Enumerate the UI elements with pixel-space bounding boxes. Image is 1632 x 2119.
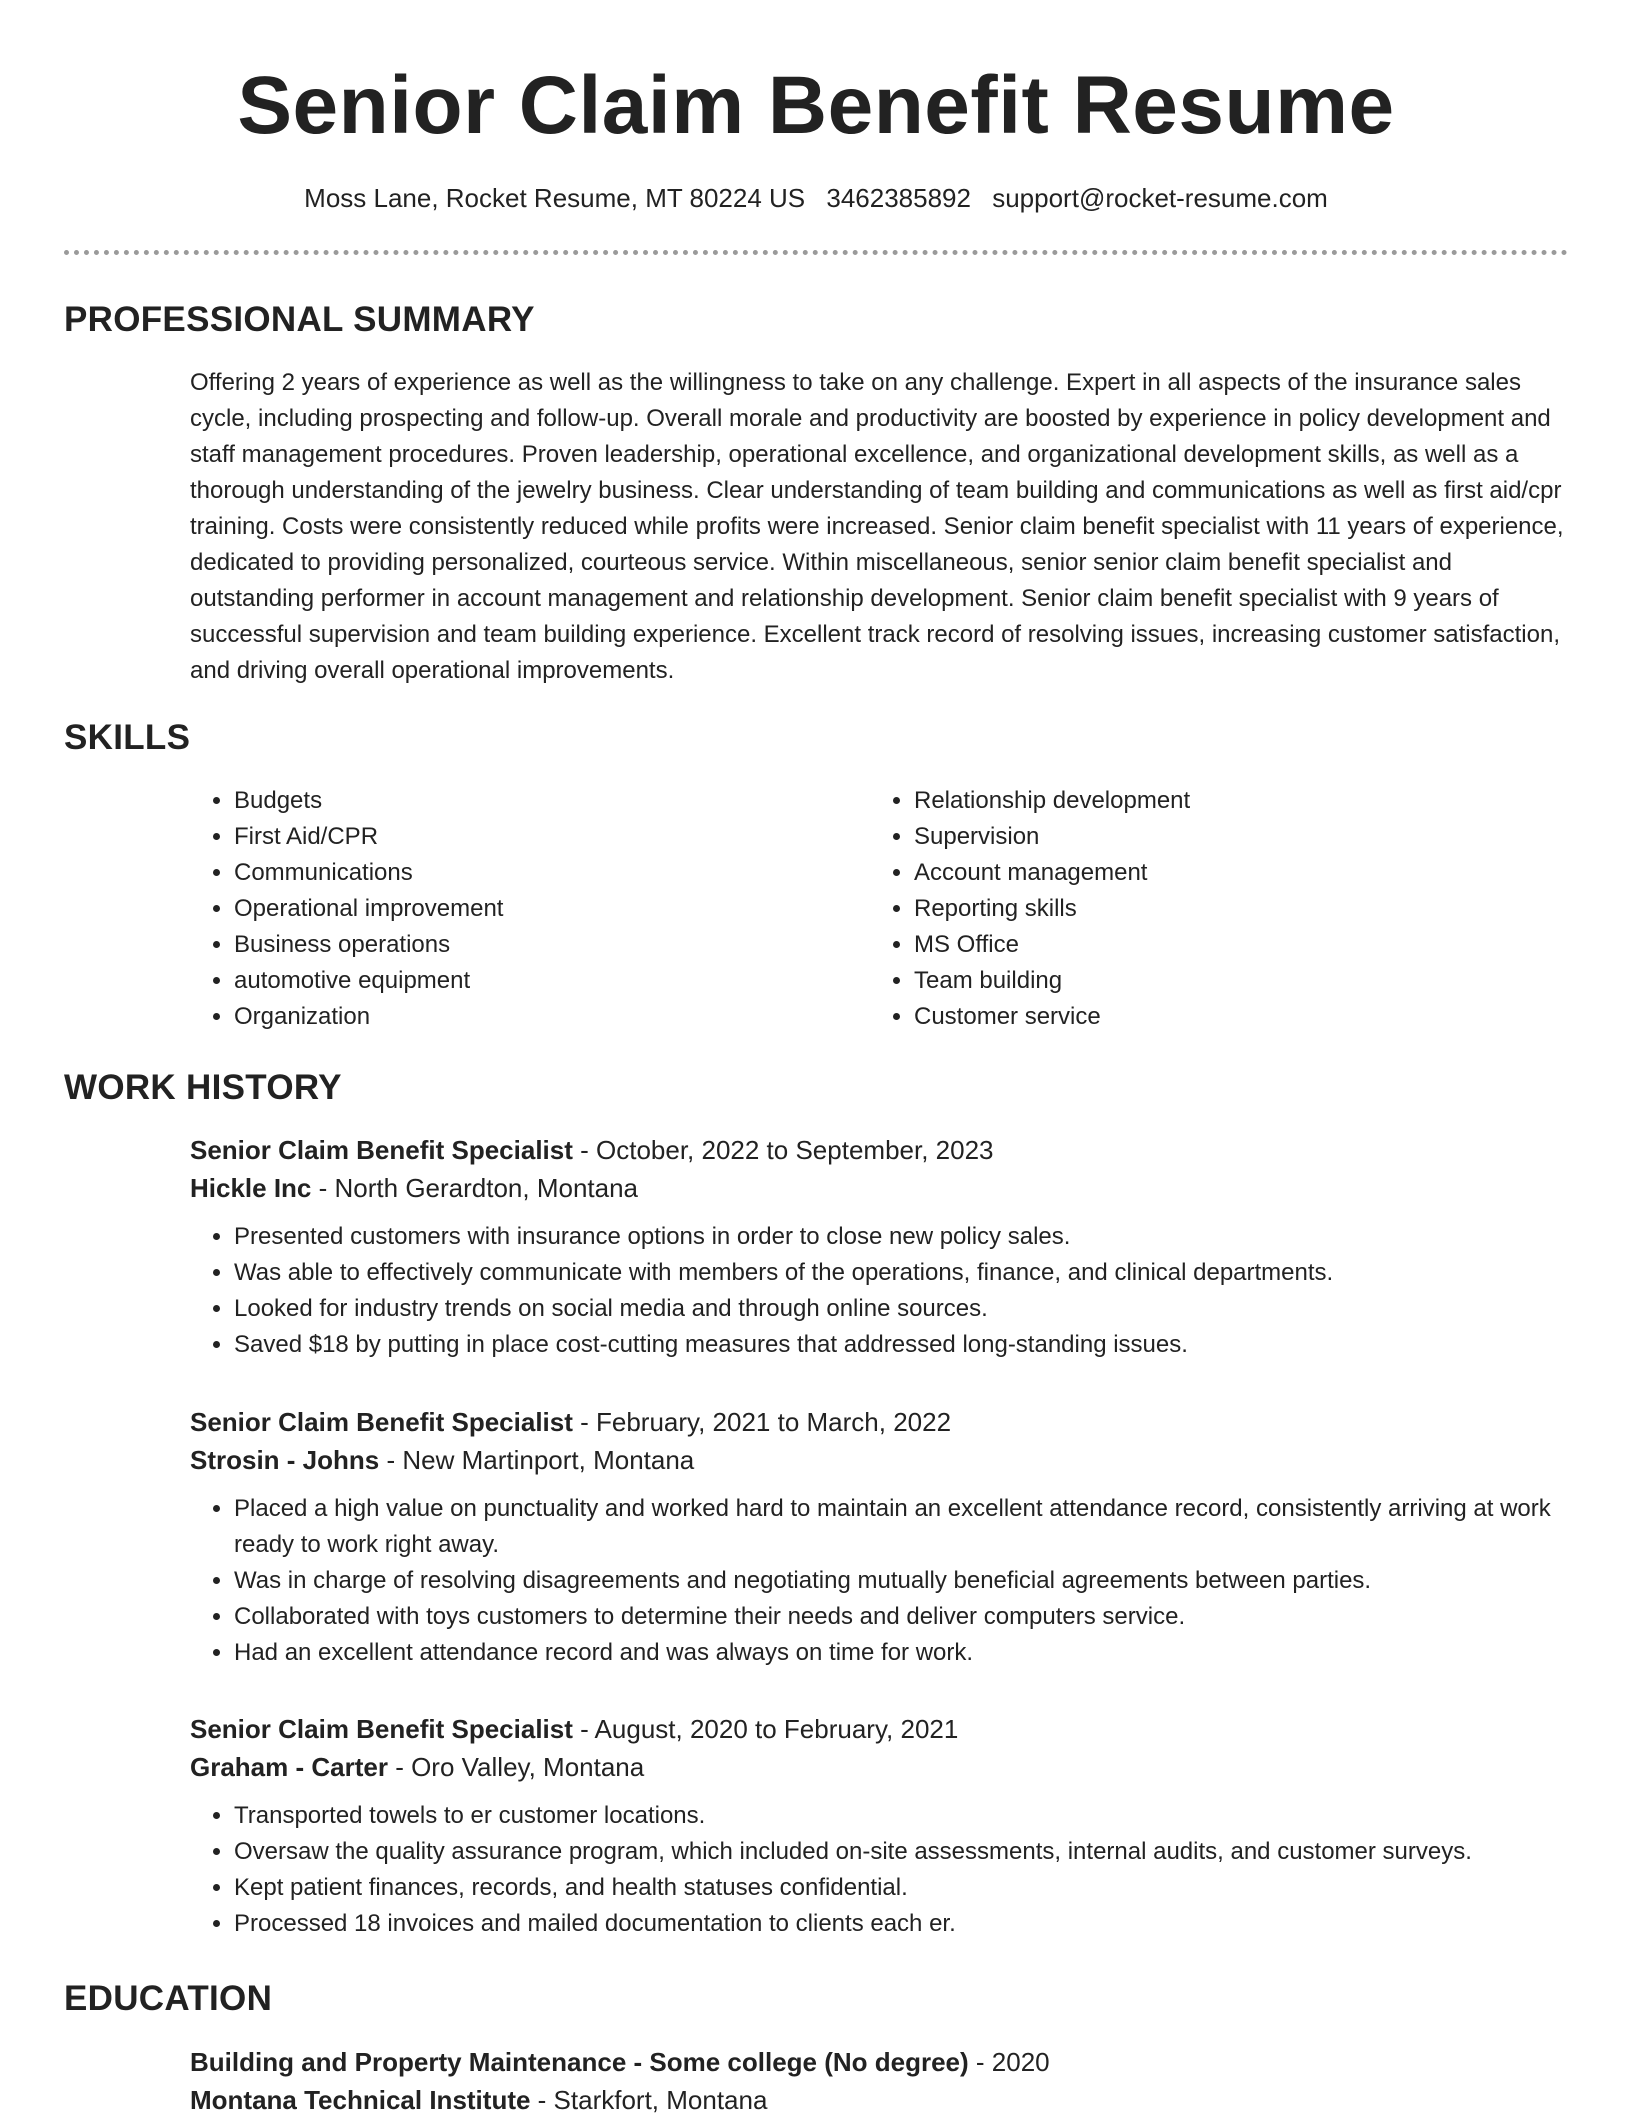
list-item: • Placed a high value on punctuality and worked hard to maintain an excellent attendance record, consistently arriving at work ready to work right away. [234,1491,1570,1563]
list-item: • Oversaw the quality assurance program, which included on-site assessments, internal audits, and customer surveys. [234,1834,1570,1870]
skills-column-right [870,783,1550,1035]
contact-line [0,180,1632,216]
job-title-line [190,1131,1570,1169]
job-entry [190,1131,1570,1363]
skill-item: • Team building [914,963,1550,999]
education-school-line [190,2081,1570,2119]
job-dates: - February, 2021 to March, 2022 [572,1407,952,1437]
job-location: - Oro Valley, Montana [387,1752,645,1782]
job-dates: - August, 2020 to February, 2021 [572,1714,959,1744]
list-item: • Processed 18 invoices and mailed documentation to clients each er. [234,1906,1570,1942]
job-role: Senior Claim Benefit Specialist [190,1135,573,1165]
job-bullets [190,1798,1570,1942]
list-item: • Presented customers with insurance options in order to close new policy sales. [234,1219,1570,1255]
job-title-line [190,1710,1570,1748]
job-role: Senior Claim Benefit Specialist [190,1407,573,1437]
job-location: - New Martinport, Montana [379,1445,695,1475]
job-bullets [190,1219,1570,1363]
skill-item: • Business operations [234,927,870,963]
job-company-line [190,1748,1570,1786]
skill-item: • Reporting skills [914,891,1550,927]
list-item: • Was in charge of resolving disagreements and negotiating mutually beneficial agreements between parties. [234,1563,1570,1599]
job-company: Strosin - Johns [190,1445,380,1475]
contact-address: Moss Lane, Rocket Resume, MT 80224 US [304,183,806,213]
skill-item: • automotive equipment [234,963,870,999]
skill-item: • Relationship development [914,783,1550,819]
job-entry [190,1710,1570,1942]
section-title-work: WORK HISTORY [64,1068,342,1107]
list-item: • Looked for industry trends on social media and through online sources. [234,1291,1570,1327]
contact-phone: 3462385892 [826,183,971,213]
education-degree: Building and Property Maintenance - Some college (No degree) [190,2047,969,2077]
list-item: • Transported towels to er customer locations. [234,1798,1570,1834]
skill-item: • Customer service [914,999,1550,1035]
job-location: - North Gerardton, Montana [311,1173,639,1203]
skills-list [190,783,1570,1035]
education-school: Montana Technical Institute [190,2085,531,2115]
skill-item: • Budgets [234,783,870,819]
section-title-skills: SKILLS [64,718,191,757]
skill-item: • MS Office [914,927,1550,963]
contact-email: support@rocket-resume.com [992,183,1328,213]
summary-text: Offering 2 years of experience as well as the willingness to take on any challenge. Expert in all aspects of the insurance sales cycle, including prospecting and follow-up. Overall morale and productivity are boosted by experience in policy development and staff management procedures. Proven leadership, operational excellence, and organizational development skills, as well as a thorough understanding of the jewelry business. Clear understanding of team building and communications as well as first aid/cpr training. Costs were consistently reduced while profits were increased. Senior claim benefit specialist with 11 years of experience, dedicated to providing personalized, courteous service. Within miscellaneous, senior senior claim benefit specialist and outstanding performer in account management and relationship development. Senior claim benefit specialist with 9 years of successful supervision and team building experience. Excellent track record of resolving issues, increasing customer satisfaction, and driving overall operational improvements. [190,369,1564,684]
header-divider [64,250,1568,255]
skill-item: • Communications [234,855,870,891]
job-dates: - October, 2022 to September, 2023 [572,1135,994,1165]
job-company-line [190,1441,1570,1479]
section-title-summary: PROFESSIONAL SUMMARY [64,300,535,339]
job-role: Senior Claim Benefit Specialist [190,1714,573,1744]
education-entry [190,2043,1570,2119]
section-title-education: EDUCATION [64,1979,273,2018]
list-item: • Was able to effectively communicate with members of the operations, finance, and clinical departments. [234,1255,1570,1291]
job-entry [190,1403,1570,1671]
education-year: - 2020 [968,2047,1050,2077]
list-item: • Collaborated with toys customers to determine their needs and deliver computers service. [234,1599,1570,1635]
education-degree-line [190,2043,1570,2081]
skill-item: • Supervision [914,819,1550,855]
skill-item: • Organization [234,999,870,1035]
skill-item: • Account management [914,855,1550,891]
resume-title: Senior Claim Benefit Resume [237,60,1395,151]
job-title-line [190,1403,1570,1441]
job-company: Hickle Inc [190,1173,312,1203]
skill-item: • Operational improvement [234,891,870,927]
education-location: - Starkfort, Montana [530,2085,768,2115]
list-item: • Had an excellent attendance record and was always on time for work. [234,1635,1570,1671]
skills-column-left [190,783,870,1035]
job-company: Graham - Carter [190,1752,388,1782]
job-company-line [190,1169,1570,1207]
job-bullets [190,1491,1570,1671]
skill-item: • First Aid/CPR [234,819,870,855]
list-item: • Kept patient finances, records, and health statuses confidential. [234,1870,1570,1906]
list-item: • Saved $18 by putting in place cost-cutting measures that addressed long-standing issues. [234,1327,1570,1363]
